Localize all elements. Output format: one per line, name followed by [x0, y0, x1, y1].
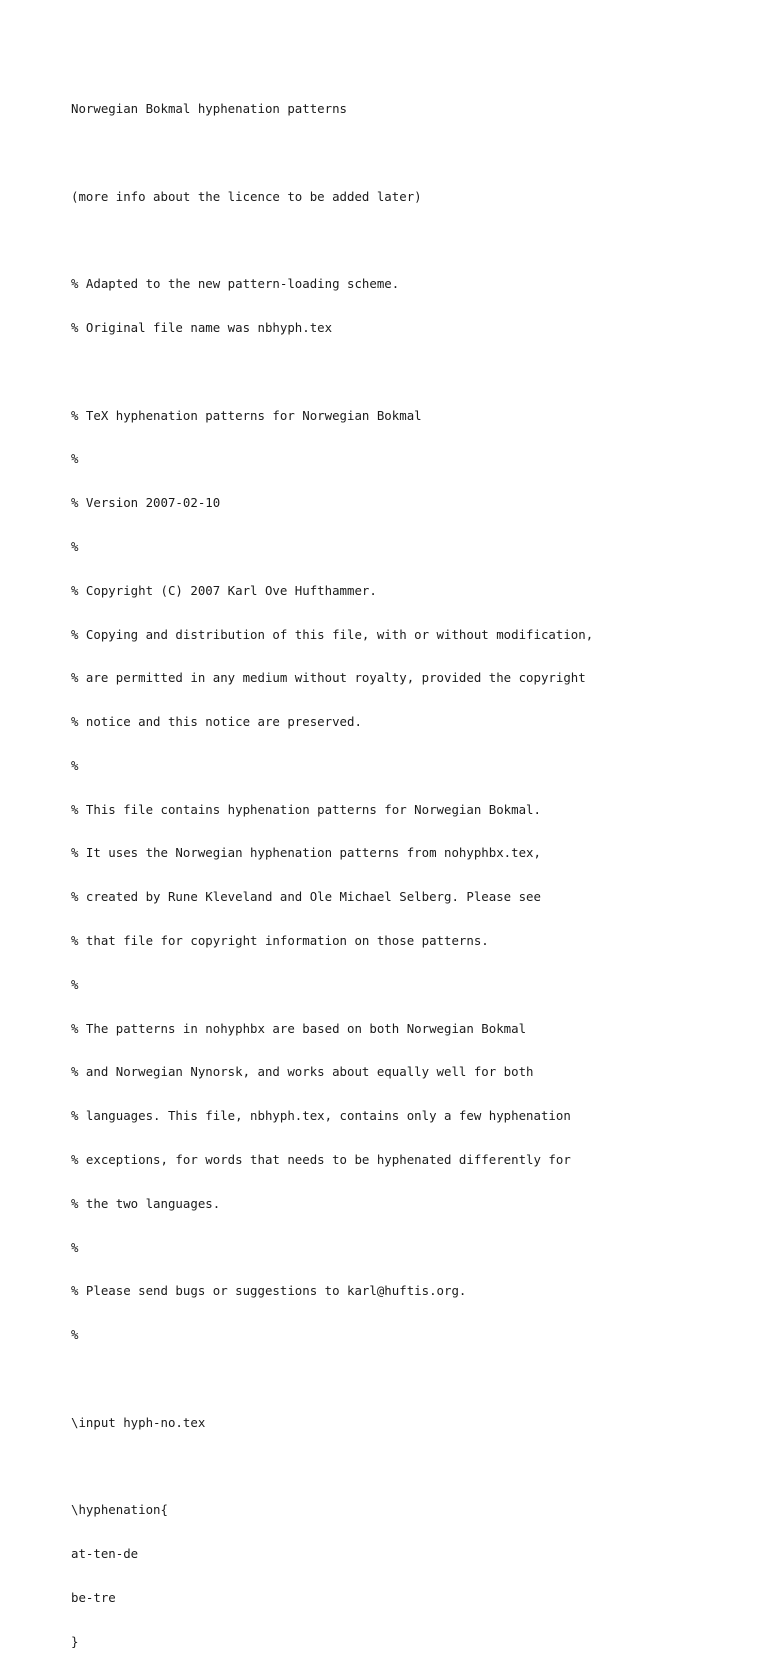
hyphenation-word: be-tre — [71, 1589, 116, 1605]
licence-note: (more info about the licence to be added later) — [71, 188, 422, 204]
comment-line: % Adapted to the new pattern-loading scheme. — [71, 276, 400, 292]
comment-line: % are permitted in any medium without royalty, provided the copyright — [71, 670, 586, 686]
blank-line — [71, 1372, 751, 1387]
version-line: % Version 2007-02-10 — [71, 495, 221, 511]
comment-line: % — [71, 757, 79, 773]
document-title: Norwegian Bokmal hyphenation patterns — [71, 101, 348, 117]
comment-line: % — [71, 539, 79, 554]
comment-line: % TeX hyphenation patterns for Norwegian Bokmal — [71, 407, 422, 423]
blank-line — [71, 234, 751, 249]
hyphenation-word: at-ten-de — [71, 1545, 139, 1561]
comment-line: % that file for copyright information on those patterns. — [71, 933, 489, 949]
comment-line: % Original file name was nbhyph.tex — [71, 320, 333, 336]
comment-line: % exceptions, for words that needs to be hyphenated differently for — [71, 1151, 571, 1167]
blank-line — [71, 1459, 751, 1474]
comment-line: % notice and this notice are preserved. — [71, 714, 362, 730]
comment-line: % — [71, 1239, 79, 1255]
blank-line — [71, 365, 751, 380]
hyphenation-command: \hyphenation{ — [71, 1502, 168, 1518]
comment-line: % The patterns in nohyphbx are based on both Norwegian Bokmal — [71, 1020, 527, 1036]
comment-line: % the two languages. — [71, 1195, 221, 1211]
blank-line — [71, 146, 751, 161]
copyright-line: % Copyright (C) 2007 Karl Ove Hufthammer. — [71, 582, 377, 598]
input-command: \input hyph-no.tex — [71, 1414, 206, 1430]
contact-line: % Please send bugs or suggestions to karl@huftis.org. — [71, 1283, 467, 1299]
comment-line: % It uses the Norwegian hyphenation patterns from nohyphbx.tex, — [71, 845, 541, 861]
comment-line: % This file contains hyphenation patterns for Norwegian Bokmal. — [71, 801, 541, 817]
comment-line: % — [71, 976, 79, 992]
comment-line: % — [71, 451, 79, 467]
comment-line: % — [71, 1327, 79, 1343]
comment-line: % Copying and distribution of this file, with or without modification, — [71, 626, 594, 642]
comment-line: % languages. This file, nbhyph.tex, contains only a few hyphenation — [71, 1108, 571, 1124]
closing-brace: } — [71, 1633, 79, 1649]
document-body — [71, 73, 751, 1664]
comment-line: % and Norwegian Nynorsk, and works about equally well for both — [71, 1064, 534, 1080]
comment-line: % created by Rune Kleveland and Ole Michael Selberg. Please see — [71, 889, 541, 905]
